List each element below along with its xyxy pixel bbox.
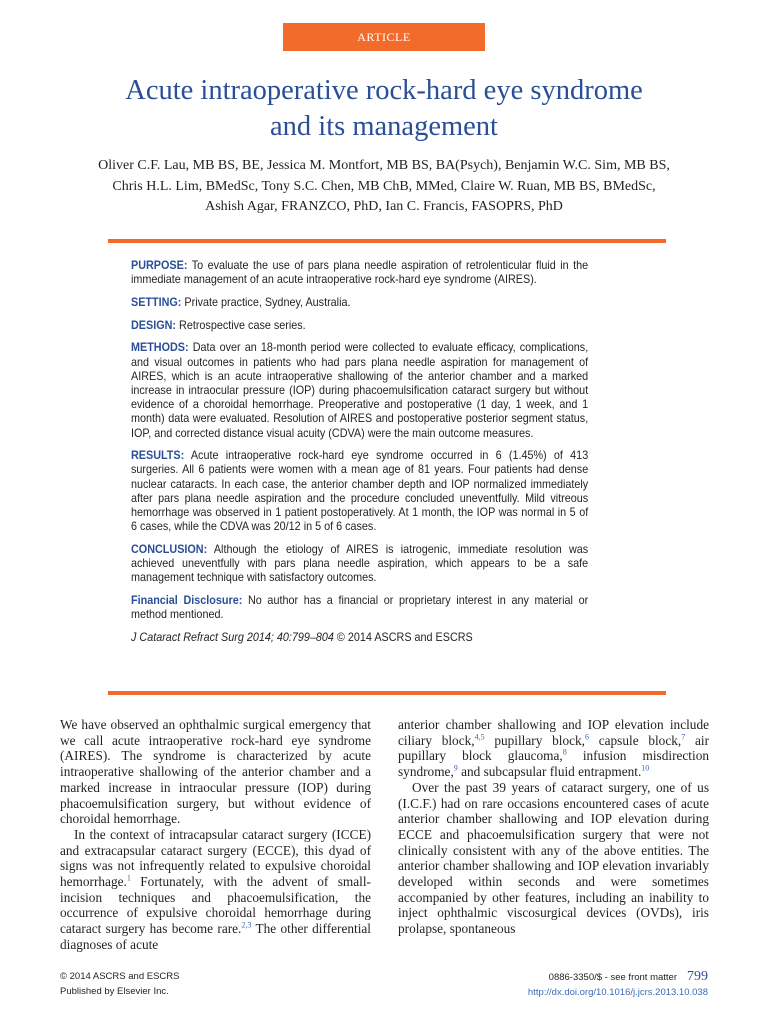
results-text: Acute intraoperative rock-hard eye syndrome occurred in 6 (1.45%) of 413 surgeries. All 6 patients were women with a mean age of 81 years. Four patients had dense nuclear cataracts. In each case, the anterior chamber depth and IOP normalized immediately after pars plana needle aspiration and the procedure concluded uneventfully. Mild vitreous hemorrhage was observed in 1 patient postoperatively. At 1 month, the IOP was normal in 5 of 6 cases, while the CDVA was 20/12 in 5 of 6 cases. [131,448,589,534]
body-text: Fortunately, with the advent of small-incision techniques and phacoemulsification, the occurrence of expulsive choroidal hemorrhage during cataract surgery has become rare. [60,874,371,937]
footer-left [60,969,179,999]
doi-link[interactable]: http://dx.doi.org/10.1016/j.jcrs.2013.10.038 [527,987,708,998]
title-line-2: and its management [270,111,498,142]
disclosure-text: No author has a financial or proprietary interest in any material or method mentioned. [131,593,589,622]
setting-text: Private practice, Sydney, Australia. [181,294,351,309]
title-line-1: Acute intraoperative rock-hard eye syndrome [125,75,643,106]
disclosure-label: Financial Disclosure: [131,593,243,608]
purpose-text: To evaluate the use of pars plana needle aspiration of retrolenticular fluid in the immediate management of an acute intraoperative rock-hard eye syndrome (AIRES). [131,258,589,287]
body-text: capsule block, [588,732,682,748]
footer-issn-line [528,969,708,985]
design-label: DESIGN: [131,317,177,332]
body-text: air pupillary block glaucoma, [398,732,709,764]
author-line-1: Oliver C.F. Lau, MB BS, BE, Jessica M. Montfort, MB BS, BA(Psych), Benjamin W.C. Sim, MB BS, [98,158,670,173]
body-paragraph [398,717,709,780]
author-line-3: Ashish Agar, FRANZCO, PhD, Ian C. Francis, FASOPRS, PhD [205,199,563,214]
methods-text: Data over an 18-month period were collected to evaluate efficacy, complications, and visual outcomes in patients who had pars plana needle aspiration for management of AIRES, which is an acute intraoperative shallowing of the anterior chamber and a marked increase in intraocular pressure (IOP) during phacoemulsification cataract surgery but without evidence of a choroidal hemorrhage. Preoperative and postoperative (1 day, 1 week, and 1 month) data were evaluated. Resolution of AIRES and postoperative posterior segment status, IOP, and corrected distance visual acuity (CDVA) were the main outcome measures. [131,340,589,440]
abstract-results [131,448,588,533]
footer-right [528,969,708,1000]
abstract-purpose [131,258,588,286]
abstract-setting [131,295,588,309]
article-title [40,73,728,145]
citation-copyright: © 2014 ASCRS and ESCRS [333,629,473,644]
body-text: anterior chamber shallowing and IOP elevation include ciliary block, [398,717,709,748]
body-paragraph: Over the past 39 years of cataract surgery, one of us (I.C.F.) had on rare occasions encountered cases of acute anterior chamber shallowing and IOP elevation during ECCE and phacoemulsification surgery that were not clinically consistent with any of the above entities. The anterior chamber shallowing and IOP elevation invariably developed within seconds and were sometimes accompanied by other features, including an inability to inject ophthalmic viscosurgical devices (OVDs), iris prolapse, spontaneous [398,779,709,937]
footer-publisher: Published by Elsevier Inc. [60,986,169,997]
body-text: and subcapsular fluid entrapment. [457,764,642,780]
body-paragraph: We have observed an ophthalmic surgical emergency that we call acute intraoperative rock-hard eye syndrome (AIRES). The syndrome is characterized by acute intraoperative shallowing of the anterior chamber and a marked increase in intraocular pressure (IOP) during phacoemulsification surgery, but without evidence of choroidal hemorrhage. [60,717,371,827]
body-column-left [60,717,371,953]
results-label: RESULTS: [131,448,185,463]
abstract-conclusion [131,542,588,585]
reference-link[interactable]: 9 [453,763,458,773]
abstract-methods [131,340,588,439]
abstract-disclosure [131,593,588,621]
reference-link[interactable]: 1 [126,873,131,883]
journal-citation [131,630,588,644]
conclusion-text: Although the etiology of AIRES is iatrogenic, immediate resolution was achieved uneventfully with pars plana needle aspiration, which appears to be a safe management technique with satisfactory outcomes. [131,541,589,585]
abstract [131,258,588,653]
author-line-2: Chris H.L. Lim, BMedSc, Tony S.C. Chen, MB ChB, MMed, Claire W. Ruan, MB BS, BMedSc, [112,178,656,194]
reference-link[interactable]: 8 [562,747,567,757]
author-list [40,156,728,218]
body-paragraph [60,827,371,953]
reference-link[interactable]: 10 [641,763,650,773]
reference-link[interactable]: 2,3 [241,920,252,930]
body-column-right [398,717,709,937]
citation-journal: J Cataract Refract Surg 2014; 40:799–804 [131,629,334,644]
article-type-banner: ARTICLE [283,23,485,51]
setting-label: SETTING: [131,294,182,309]
body-text: The other differential diagnoses of acute [60,921,371,952]
footer-copyright: © 2014 ASCRS and ESCRS [60,971,180,982]
reference-link[interactable]: 4,5 [474,732,485,742]
reference-link[interactable]: 7 [681,732,686,742]
reference-link[interactable]: 6 [584,732,589,742]
page-number: 799 [687,969,708,984]
design-text: Retrospective case series. [176,317,306,332]
conclusion-label: CONCLUSION: [131,541,208,556]
purpose-label: PURPOSE: [131,258,188,272]
body-text: pupillary block, [484,732,585,748]
methods-label: METHODS: [131,340,189,355]
body-text: In the context of intracapsular cataract surgery (ICCE) and extracapsular cataract surgery (ECCE), this dyad of signs was not infrequently related to expulsive choroidal hemorrhage. [60,826,371,890]
footer-issn: 0886-3350/$ - see front matter [548,972,677,983]
abstract-design [131,318,588,332]
body-text: infusion misdirection syndrome, [398,748,709,780]
